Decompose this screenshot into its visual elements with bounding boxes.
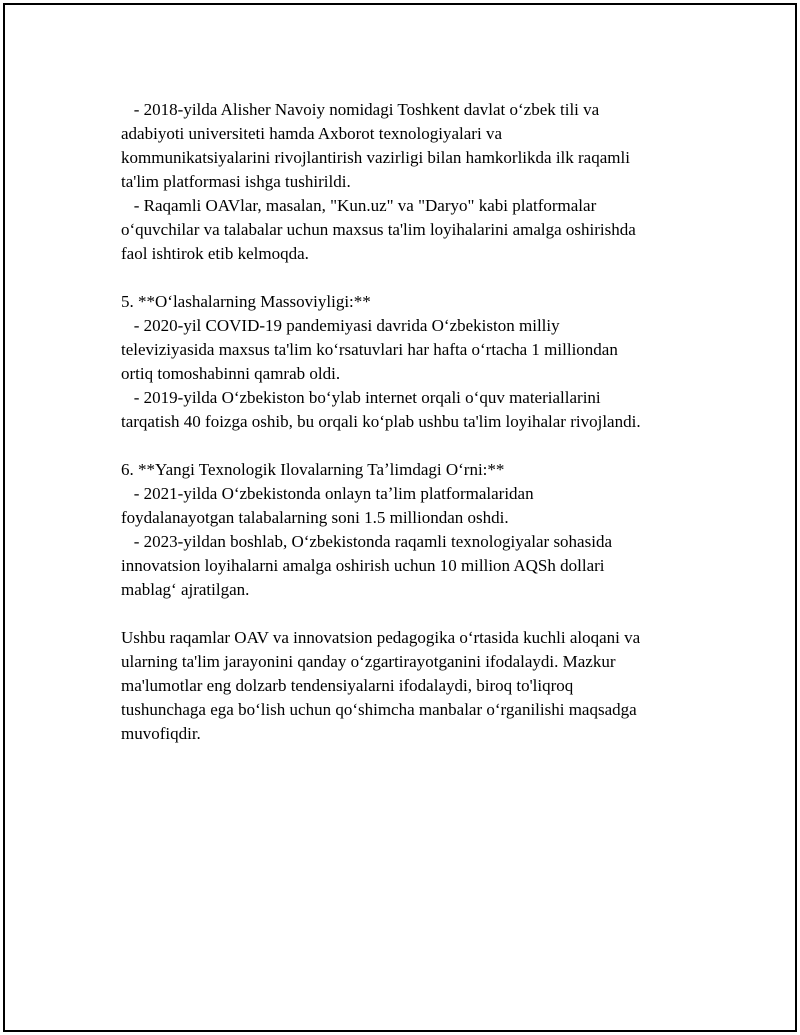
text-line: ularning ta'lim jarayonini qanday oʻzgartirayotganini ifodalaydi. Mazkur [121, 652, 616, 671]
text-line: innovatsion loyihalarni amalga oshirish uchun 10 million AQSh dollari [121, 556, 605, 575]
text-line: mablagʻ ajratilgan. [121, 580, 250, 599]
text-line: ta'lim platformasi ishga tushirildi. [121, 172, 351, 191]
text-line: faol ishtirok etib kelmoqda. [121, 244, 309, 263]
text-line: adabiyoti universiteti hamda Axborot texnologiyalari va [121, 124, 502, 143]
text-line: muvofiqdir. [121, 724, 201, 743]
text-line: tarqatish 40 foizga oshib, bu orqali koʻplab ushbu ta'lim loyihalar rivojlandi. [121, 412, 641, 431]
text-line: ortiq tomoshabinni qamrab oldi. [121, 364, 341, 383]
text-line: Ushbu raqamlar OAV va innovatsion pedagogika oʻrtasida kuchli aloqani va [121, 628, 641, 647]
text-line: ma'lumotlar eng dolzarb tendensiyalarni ifodalaydi, biroq to'liqroq [121, 676, 574, 695]
text-line: kommunikatsiyalarini rivojlantirish vazirligi bilan hamkorlikda ilk raqamli [121, 148, 630, 167]
text-line: - 2018-yilda Alisher Navoiy nomidagi Toshkent davlat oʻzbek tili va [121, 100, 600, 119]
text-line: foydalanayotgan talabalarning soni 1.5 milliondan oshdi. [121, 508, 509, 527]
section-heading: 5. **Oʻlashalarning Massoviyligi:** [121, 292, 371, 311]
document-page [3, 3, 797, 1032]
section-heading: 6. **Yangi Texnologik Ilovalarning Taʼlimdagi Oʻrni:** [121, 460, 505, 479]
text-line: - 2021-yilda Oʻzbekistonda onlayn taʼlim platformalaridan [121, 484, 534, 503]
paragraph-gap [121, 434, 701, 458]
text-line: - Raqamli OAVlar, masalan, "Kun.uz" va "Daryo" kabi platformalar [121, 196, 597, 215]
text-line: televiziyasida maxsus ta'lim koʻrsatuvlari har hafta oʻrtacha 1 milliondan [121, 340, 618, 359]
text-line: tushunchaga ega boʻlish uchun qoʻshimcha manbalar oʻrganilishi maqsadga [121, 700, 637, 719]
text-line: - 2020-yil COVID-19 pandemiyasi davrida Oʻzbekiston milliy [121, 316, 560, 335]
text-line: oʻquvchilar va talabalar uchun maxsus ta'lim loyihalarini amalga oshirishda [121, 220, 636, 239]
paragraph-gap [121, 266, 701, 290]
text-line: - 2023-yildan boshlab, Oʻzbekistonda raqamli texnologiyalar sohasida [121, 532, 612, 551]
document-body [121, 98, 701, 746]
text-line: - 2019-yilda Oʻzbekiston boʻylab internet orqali oʻquv materiallarini [121, 388, 601, 407]
paragraph-gap [121, 602, 701, 626]
